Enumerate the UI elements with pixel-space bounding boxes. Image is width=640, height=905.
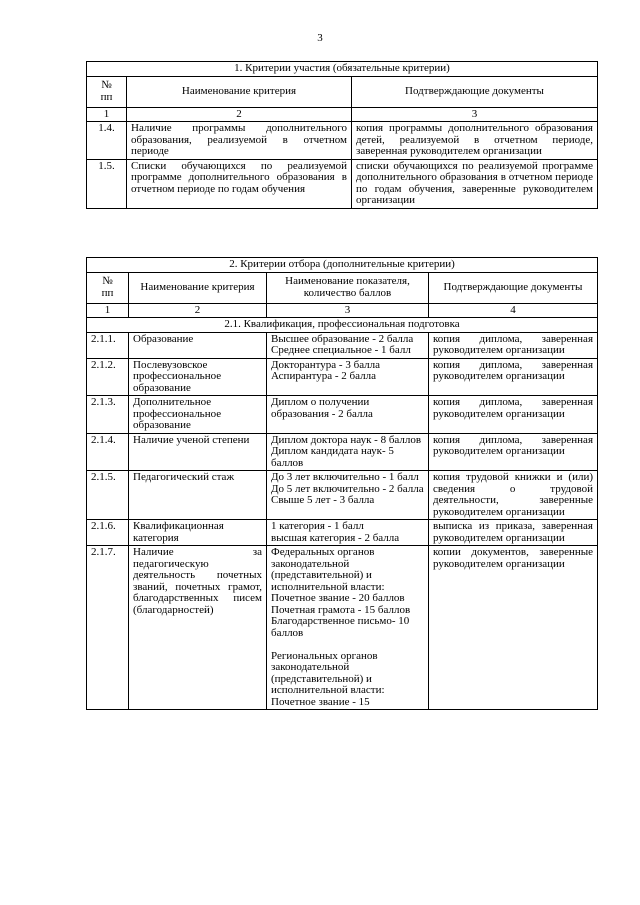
criterion-cell: Послевузовское профессиональное образование — [129, 358, 267, 396]
documents-cell: выписка из приказа, заверенная руководителем организации — [429, 520, 598, 546]
column-header: Подтверждающие документы — [429, 272, 598, 303]
column-header: № пп — [87, 272, 129, 303]
column-header: Наименование критерия — [127, 76, 352, 107]
row-number: 2.1.5. — [87, 471, 129, 520]
indicators-cell: 1 категория - 1 балл высшая категория - 2 балла — [267, 520, 429, 546]
criterion-cell: Списки обучающихся по реализуемой программе дополнительного образования в отчетном периоде по годам обучения — [127, 159, 352, 208]
section-title: 2.1. Квалификация, профессиональная подготовка — [87, 318, 598, 333]
table-row — [87, 358, 598, 396]
documents-cell: копия программы дополнительного образования детей, реализуемой в отчетном периоде, заверенная руководителем организации — [352, 122, 598, 160]
documents-cell: копия диплома, заверенная руководителем организации — [429, 396, 598, 434]
documents-cell: списки обучающихся по реализуемой программе дополнительного образования в отчетном периоде по годам обучения, заверенные руководителем организации — [352, 159, 598, 208]
documents-cell: копия диплома, заверенная руководителем организации — [429, 358, 598, 396]
participation-criteria-table — [86, 61, 598, 209]
column-number: 2 — [129, 303, 267, 318]
row-number: 1.4. — [87, 122, 127, 160]
column-number: 1 — [87, 107, 127, 122]
criterion-cell: Наличие за педагогическую деятельность почетных званий, почетных грамот, благодарственных писем (благодарностей) — [129, 546, 267, 710]
row-number: 2.1.4. — [87, 433, 129, 471]
criterion-cell: Педагогический стаж — [129, 471, 267, 520]
table-row — [87, 396, 598, 434]
criterion-cell: Наличие программы дополнительного образования, реализуемой в отчетном периоде — [127, 122, 352, 160]
table-row — [87, 546, 598, 710]
table-row — [87, 433, 598, 471]
table-title: 2. Критерии отбора (дополнительные критерии) — [87, 258, 598, 273]
column-number: 3 — [352, 107, 598, 122]
documents-cell: копия трудовой книжки и (или) сведения о трудовой деятельности, заверенные руководителем организации — [429, 471, 598, 520]
row-number: 2.1.7. — [87, 546, 129, 710]
indicators-cell: Докторантура - 3 балла Аспирантура - 2 балла — [267, 358, 429, 396]
indicators-cell: Федеральных органов законодательной (представительной) и исполнительной власти: Почетное звание - 20 баллов Почетная грамота - 15 баллов Благодарственное письмо- 10 баллов Региональных органов законодательной (представительной) и исполнительной власти: Почетное звание - 15 — [267, 546, 429, 710]
indicators-cell: Диплом доктора наук - 8 баллов Диплом кандидата наук- 5 баллов — [267, 433, 429, 471]
criterion-cell: Дополнительное профессиональное образование — [129, 396, 267, 434]
table-row — [87, 122, 598, 160]
table-row — [87, 159, 598, 208]
column-header: Подтверждающие документы — [352, 76, 598, 107]
column-number: 4 — [429, 303, 598, 318]
documents-cell: копии документов, заверенные руководителем организации — [429, 546, 598, 710]
criterion-cell: Квалификационная категория — [129, 520, 267, 546]
column-header: № пп — [87, 76, 127, 107]
criterion-cell: Образование — [129, 332, 267, 358]
table-title: 1. Критерии участия (обязательные критерии) — [87, 62, 598, 77]
documents-cell: копия диплома, заверенная руководителем организации — [429, 433, 598, 471]
column-number: 3 — [267, 303, 429, 318]
table-row — [87, 471, 598, 520]
criterion-cell: Наличие ученой степени — [129, 433, 267, 471]
row-number: 2.1.2. — [87, 358, 129, 396]
indicators-cell: До 3 лет включительно - 1 балл До 5 лет включительно - 2 балла Свыше 5 лет - 3 балла — [267, 471, 429, 520]
table-row — [87, 332, 598, 358]
column-header: Наименование показателя, количество баллов — [267, 272, 429, 303]
row-number: 2.1.1. — [87, 332, 129, 358]
selection-criteria-table — [86, 257, 598, 710]
row-number: 1.5. — [87, 159, 127, 208]
indicators-cell: Диплом о получении образования - 2 балла — [267, 396, 429, 434]
indicators-cell: Высшее образование - 2 балла Среднее специальное - 1 балл — [267, 332, 429, 358]
column-header: Наименование критерия — [129, 272, 267, 303]
row-number: 2.1.3. — [87, 396, 129, 434]
page-number: 3 — [317, 32, 323, 44]
table-row — [87, 520, 598, 546]
column-number: 2 — [127, 107, 352, 122]
row-number: 2.1.6. — [87, 520, 129, 546]
documents-cell: копия диплома, заверенная руководителем организации — [429, 332, 598, 358]
column-number: 1 — [87, 303, 129, 318]
